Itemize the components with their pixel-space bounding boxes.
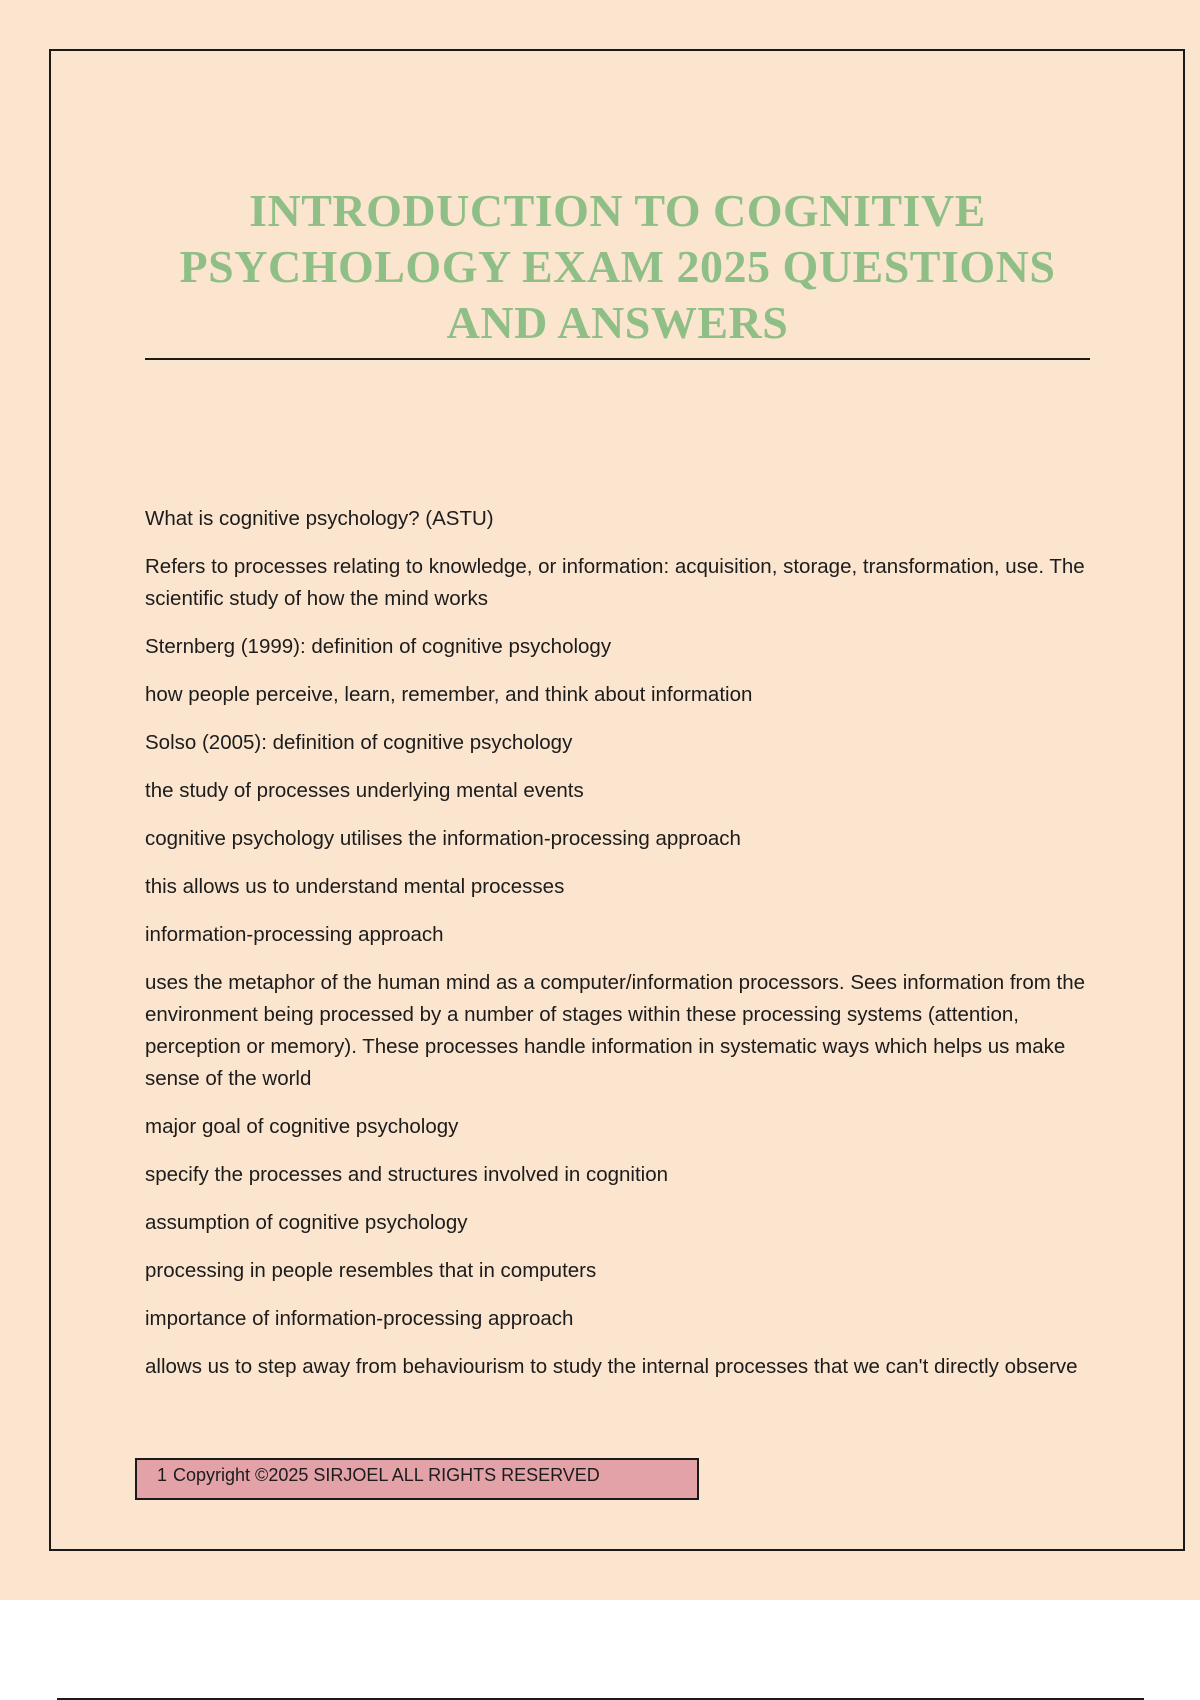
qa-question: information-processing approach <box>145 923 444 946</box>
qa-answer: allows us to step away from behaviourism to study the internal processes that we can't directly observe <box>145 1355 1078 1378</box>
qa-question: Solso (2005): definition of cognitive psychology <box>145 731 573 754</box>
qa-question: cognitive psychology utilises the information-processing approach <box>145 827 741 850</box>
document-title: INTRODUCTION TO COGNITIVE PSYCHOLOGY EXAM 2025 QUESTIONS AND ANSWERS <box>179 185 1056 348</box>
qa-answer: specify the processes and structures involved in cognition <box>145 1163 669 1186</box>
qa-question: major goal of cognitive psychology <box>145 1115 459 1138</box>
qa-list <box>145 503 1095 1399</box>
copyright-text: Copyright ©2025 SIRJOEL ALL RIGHTS RESERVED <box>173 1465 600 1485</box>
qa-question: What is cognitive psychology? (ASTU) <box>145 507 494 530</box>
qa-question: importance of information-processing approach <box>145 1307 574 1330</box>
qa-question: Sternberg (1999): definition of cognitive psychology <box>145 635 612 658</box>
qa-answer: Refers to processes relating to knowledge, or information: acquisition, storage, transformation, use. The scientific study of how the mind works <box>145 555 1085 610</box>
title-divider <box>145 358 1090 360</box>
page-number: 1 <box>157 1465 168 1485</box>
qa-answer: this allows us to understand mental processes <box>145 875 565 898</box>
qa-answer: processing in people resembles that in computers <box>145 1259 597 1282</box>
qa-answer: uses the metaphor of the human mind as a computer/information processors. Sees information from the environment being processed by a number of stages within these processing systems (attention, perception or memory). These processes handle information in systematic ways which helps us make sense of the world <box>145 971 1086 1090</box>
copyright-footer <box>135 1458 699 1500</box>
qa-answer: the study of processes underlying mental events <box>145 779 584 802</box>
qa-question: assumption of cognitive psychology <box>145 1211 468 1234</box>
qa-answer: how people perceive, learn, remember, and think about information <box>145 683 753 706</box>
